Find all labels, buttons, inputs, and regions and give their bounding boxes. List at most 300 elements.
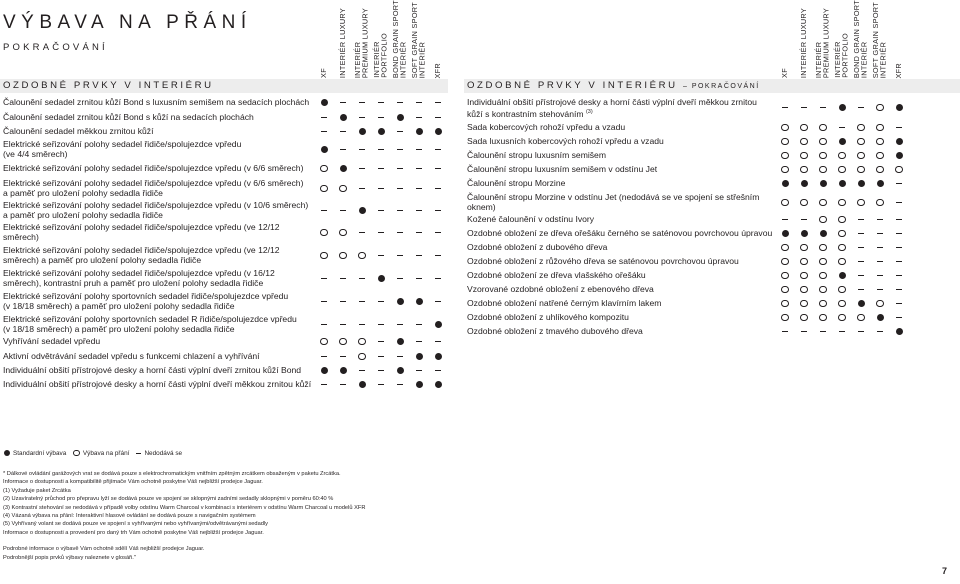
option-circle-icon xyxy=(781,272,788,279)
availability-cell xyxy=(892,256,906,267)
option-circle-icon xyxy=(781,258,788,265)
left-column-header xyxy=(391,0,408,78)
left-column-header xyxy=(354,4,370,78)
not-available-dash-icon xyxy=(416,341,422,342)
row-label: Vyhřívání sedadel vpředu xyxy=(3,336,101,346)
availability-cell xyxy=(778,270,792,281)
availability-cell xyxy=(778,214,792,225)
standard-dot-icon xyxy=(858,180,865,187)
availability-cell xyxy=(892,97,906,118)
option-circle-icon xyxy=(800,244,807,251)
availability-cell xyxy=(854,164,868,175)
not-available-dash-icon xyxy=(896,261,902,262)
table-row xyxy=(0,379,960,391)
availability-cell xyxy=(797,270,811,281)
not-available-dash-icon xyxy=(858,247,864,248)
availability-cell xyxy=(355,365,369,376)
not-available-dash-icon xyxy=(839,127,845,128)
availability-cell xyxy=(778,97,792,118)
row-label: Individuální obšití přístrojové desky a horní části výplní dveří měkkou zrnitou kůží xyxy=(3,379,312,389)
standard-dot-icon xyxy=(435,353,442,360)
availability-cell xyxy=(835,192,849,213)
table-row xyxy=(0,256,960,268)
availability-cell xyxy=(778,298,792,309)
availability-cell xyxy=(778,136,792,147)
column-header-label: INTERIÉR PREMIUM LUXURY xyxy=(814,7,831,78)
not-available-dash-icon xyxy=(820,331,826,332)
left-section-title: OZDOBNÉ PRVKY V INTERIÉRU xyxy=(3,80,214,91)
left-column-header xyxy=(431,4,445,78)
option-circle-icon xyxy=(781,124,788,131)
availability-cell xyxy=(854,284,868,295)
availability-cell xyxy=(873,256,887,267)
availability-cell xyxy=(816,192,830,213)
not-available-dash-icon xyxy=(801,107,807,108)
option-circle-icon xyxy=(800,286,807,293)
row-label: Elektrické seřizování polohy sedadel řidiče/spolujezdce vpředu (v 10/6 směrech) a paměť pro uložení polohy sedadla řidiče xyxy=(3,200,309,221)
footnote: Podrobnější popis prvků výbavy naleznete v glosáři." xyxy=(3,554,136,561)
availability-cell xyxy=(797,326,811,337)
table-row xyxy=(0,326,960,338)
row-label: Sada luxusních kobercových rohoží vpředu a vzadu xyxy=(467,136,664,146)
availability-cell xyxy=(835,312,849,323)
not-available-dash-icon xyxy=(858,275,864,276)
option-circle-icon xyxy=(800,300,807,307)
right-section-continued: – POKRAČOVÁNÍ xyxy=(682,83,760,90)
table-row xyxy=(0,136,960,148)
availability-cell xyxy=(778,326,792,337)
not-available-dash-icon xyxy=(858,289,864,290)
footnote: Informace o dostupnosti a kompatibilitě přijímače Vám ochotně poskytne Váš nejbližší prodejce Jaguar. xyxy=(3,479,263,486)
option-circle-icon xyxy=(781,300,788,307)
availability-cell xyxy=(412,365,426,376)
row-label: Aktivní odvětrávání sedadel vpředu s funkcemi chlazení a vyhřívání xyxy=(3,351,260,361)
availability-cell xyxy=(854,270,868,281)
not-available-dash-icon xyxy=(359,370,365,371)
footnote: (3) Kontrastní stehování se nedodává v případě volby odstínu Warm Charcoal v kombinaci s interiérem v odstínu Warm Charcoal u modelů XFR xyxy=(3,504,366,511)
availability-cell xyxy=(892,270,906,281)
option-circle-icon xyxy=(800,258,807,265)
standard-dot-icon xyxy=(839,272,846,279)
row-label: Elektrické seřizování polohy sedadel řidiče/spolujezdce vpředu (ve 12/12 směrech) a paměť pro uložení polohy sedadla řidiče xyxy=(3,245,280,266)
availability-cell xyxy=(835,270,849,281)
option-circle-icon xyxy=(857,138,864,145)
not-available-dash-icon xyxy=(397,384,403,385)
row-label: Individuální obšití přístrojové desky a horní části výplní dveří zrnitou kůží Bond xyxy=(3,365,302,375)
availability-cell xyxy=(374,379,388,390)
option-circle-icon xyxy=(819,244,826,251)
availability-cell xyxy=(778,228,792,239)
availability-cell xyxy=(873,242,887,253)
availability-cell xyxy=(873,270,887,281)
not-available-dash-icon xyxy=(136,453,141,454)
option-circle-icon xyxy=(781,314,788,321)
availability-cell xyxy=(873,97,887,118)
availability-cell xyxy=(816,164,830,175)
availability-cell xyxy=(854,214,868,225)
not-available-dash-icon xyxy=(896,219,902,220)
left-section-heading xyxy=(0,79,448,93)
option-circle-icon xyxy=(819,272,826,279)
not-available-dash-icon xyxy=(340,356,346,357)
standard-dot-icon xyxy=(858,300,865,307)
option-circle-icon xyxy=(838,230,845,237)
availability-cell xyxy=(835,326,849,337)
availability-cell xyxy=(873,214,887,225)
availability-cell xyxy=(355,351,369,362)
option-circle-icon xyxy=(838,286,845,293)
not-available-dash-icon xyxy=(340,384,346,385)
row-label: Kožené čalounění v odstínu Ivory xyxy=(467,214,595,224)
row-label: Ozdobné obložení z dubového dřeva xyxy=(467,242,608,252)
row-label: Individuální obšití přístrojové desky a horní části výplní dveří měkkou zrnitou kůží s kontrastním stehováním $^{(3)}$ xyxy=(467,97,757,120)
row-label: Čalounění stropu Morzine xyxy=(467,178,566,188)
row-label: Čalounění stropu Morzine v odstínu Jet (nedodává se ve spojení se střešním oknem) xyxy=(467,192,760,213)
table-row xyxy=(0,122,960,134)
option-circle-icon xyxy=(838,152,845,159)
row-label: Vzorované ozdobné obložení z ebenového dřeva xyxy=(467,284,654,294)
table-row xyxy=(0,192,960,213)
availability-cell xyxy=(778,122,792,133)
availability-cell xyxy=(816,256,830,267)
footnote-ref: (3) xyxy=(585,109,593,116)
not-available-dash-icon xyxy=(378,341,384,342)
footnote: (4) Vázaná výbava na přání: Interaktivní hlasové ovládání se dodává pouze s navigačním systémem xyxy=(3,513,256,520)
availability-cell xyxy=(892,178,906,189)
availability-cell xyxy=(854,122,868,133)
availability-cell xyxy=(778,242,792,253)
not-available-dash-icon xyxy=(896,289,902,290)
availability-cell xyxy=(854,256,868,267)
not-available-dash-icon xyxy=(877,261,883,262)
not-available-dash-icon xyxy=(896,127,902,128)
not-available-dash-icon xyxy=(896,233,902,234)
left-column-header xyxy=(335,4,351,78)
availability-cell xyxy=(835,164,849,175)
column-header-label: XF xyxy=(319,68,329,78)
standard-dot-icon xyxy=(4,450,10,456)
availability-cell xyxy=(797,192,811,213)
option-circle-icon xyxy=(819,166,826,173)
availability-cell xyxy=(854,178,868,189)
option-circle-icon xyxy=(895,166,902,173)
not-available-dash-icon xyxy=(896,202,902,203)
not-available-dash-icon xyxy=(896,275,902,276)
availability-cell xyxy=(797,122,811,133)
left-column-header xyxy=(317,4,331,78)
availability-cell xyxy=(835,136,849,147)
availability-cell xyxy=(873,298,887,309)
standard-dot-icon xyxy=(435,381,442,388)
availability-cell xyxy=(816,97,830,118)
legend-na xyxy=(136,450,182,457)
option-circle-icon xyxy=(800,272,807,279)
legend-option xyxy=(73,450,129,457)
availability-cell xyxy=(816,214,830,225)
availability-cell xyxy=(336,365,350,376)
column-header-label: BOND GRAIN SPORT INTERIÉR xyxy=(852,0,869,78)
table-row xyxy=(0,312,960,324)
legend xyxy=(4,448,189,458)
option-circle-icon xyxy=(339,338,346,345)
option-circle-icon xyxy=(876,166,883,173)
table-row xyxy=(0,270,960,282)
standard-dot-icon xyxy=(321,367,328,374)
row-label: Sada kobercových rohoží vpředu a vzadu xyxy=(467,122,626,132)
standard-dot-icon xyxy=(820,230,827,237)
not-available-dash-icon xyxy=(877,331,883,332)
option-circle-icon xyxy=(819,199,826,206)
column-header-label: INTERIÉR LUXURY xyxy=(799,7,809,78)
availability-cell xyxy=(374,365,388,376)
option-circle-icon xyxy=(838,314,845,321)
legend-na-label: Nedodává se xyxy=(144,449,183,457)
row-label: Ozdobné obložení ze dřeva ořešáku černého se saténovou povrchovou úpravou xyxy=(467,228,773,238)
availability-cell xyxy=(778,284,792,295)
left-column-header xyxy=(410,1,427,78)
legend-standard xyxy=(4,450,66,457)
right-section-title: OZDOBNÉ PRVKY V INTERIÉRU xyxy=(467,80,678,91)
row-label: Ozdobné obložení z uhlíkového kompozitu xyxy=(467,312,629,322)
standard-dot-icon xyxy=(782,180,789,187)
availability-cell xyxy=(816,122,830,133)
option-circle-icon xyxy=(819,258,826,265)
standard-dot-icon xyxy=(896,138,903,145)
standard-dot-icon xyxy=(397,367,404,374)
availability-cell xyxy=(854,298,868,309)
availability-cell xyxy=(873,164,887,175)
option-circle-icon xyxy=(819,286,826,293)
option-circle-icon xyxy=(800,314,807,321)
not-available-dash-icon xyxy=(321,324,327,325)
option-circle-icon xyxy=(800,152,807,159)
right-column-header xyxy=(834,4,850,78)
availability-cell xyxy=(854,228,868,239)
row-label: Čalounění sedadel zrnitou kůží Bond s kůží na sedacích plochách xyxy=(3,112,254,122)
footnote: Informace o dostupnosti a provedení pro daný trh Vám ochotně poskytne Váš nejbližší prodejce Jaguar. xyxy=(3,529,264,536)
right-column-header xyxy=(796,4,812,78)
availability-cell xyxy=(892,150,906,161)
option-circle-icon xyxy=(838,166,845,173)
availability-cell xyxy=(393,379,407,390)
availability-cell xyxy=(797,284,811,295)
availability-cell xyxy=(778,164,792,175)
row-label: Elektrické seřizování polohy sedadel řidiče/spolujezdce vpředu (v 6/6 směrech) a paměť pro uložení polohy sedadla řidiče xyxy=(3,178,304,199)
footnote: Podrobné informace o výbavě Vám ochotně sdělí Váš nejbližší prodejce Jaguar. xyxy=(3,546,205,553)
row-label: Ozdobné obložení ze dřeva vlašského ořešáku xyxy=(467,270,646,280)
availability-cell xyxy=(892,136,906,147)
not-available-dash-icon xyxy=(820,107,826,108)
availability-cell xyxy=(412,351,426,362)
not-available-dash-icon xyxy=(877,219,883,220)
availability-cell xyxy=(892,164,906,175)
standard-dot-icon xyxy=(801,180,808,187)
option-circle-icon xyxy=(876,138,883,145)
availability-cell xyxy=(873,122,887,133)
standard-dot-icon xyxy=(359,381,366,388)
availability-cell xyxy=(336,379,350,390)
right-column-header xyxy=(815,4,831,78)
availability-cell xyxy=(854,192,868,213)
column-header-label: INTERIÉR PORTFOLIO xyxy=(372,33,389,78)
standard-dot-icon xyxy=(877,180,884,187)
availability-cell xyxy=(816,270,830,281)
row-label: Elektrické seřizování polohy sportovních sedadel řidiče/spolujezdce vpředu (v 18/18 směrech) a paměť pro uložení polohy sedadla řidiče xyxy=(3,291,289,312)
not-available-dash-icon xyxy=(896,303,902,304)
availability-cell xyxy=(854,326,868,337)
legend-standard-label: Standardní výbava xyxy=(13,449,67,457)
not-available-dash-icon xyxy=(839,331,845,332)
availability-cell xyxy=(873,228,887,239)
row-label: Čalounění sedadel zrnitou kůží Bond s luxusním semišem na sedacích plochách xyxy=(3,97,310,107)
option-circle-icon xyxy=(800,199,807,206)
availability-cell xyxy=(431,379,445,390)
availability-cell xyxy=(816,284,830,295)
availability-cell xyxy=(797,214,811,225)
option-circle-icon xyxy=(876,104,883,111)
option-circle-icon xyxy=(838,199,845,206)
availability-cell xyxy=(816,136,830,147)
availability-cell xyxy=(797,312,811,323)
availability-cell xyxy=(797,242,811,253)
not-available-dash-icon xyxy=(896,183,902,184)
option-circle-icon xyxy=(876,300,883,307)
availability-cell xyxy=(835,214,849,225)
row-label: Čalounění stropu luxusním semišem xyxy=(467,150,606,160)
availability-cell xyxy=(873,150,887,161)
table-row xyxy=(0,228,960,240)
column-header-label: SOFT GRAIN SPORT INTERIÉR xyxy=(871,1,888,78)
column-header-label: BOND GRAIN SPORT INTERIÉR xyxy=(391,0,408,78)
right-column-header xyxy=(852,0,869,78)
option-circle-icon xyxy=(838,244,845,251)
availability-cell xyxy=(778,150,792,161)
availability-cell xyxy=(892,326,906,337)
standard-dot-icon xyxy=(397,338,404,345)
column-header-label: XFR xyxy=(433,62,443,78)
availability-cell xyxy=(854,242,868,253)
availability-cell xyxy=(835,242,849,253)
footnote: (1) Vyžaduje paket Zrcátka xyxy=(3,487,71,494)
not-available-dash-icon xyxy=(378,356,384,357)
row-label: Elektrické seřizování polohy sedadel řidiče/spolujezdce vpředu (ve 12/12 směrech) xyxy=(3,222,280,243)
availability-cell xyxy=(892,192,906,213)
availability-cell xyxy=(892,214,906,225)
option-circle-icon xyxy=(73,450,80,457)
option-circle-icon xyxy=(800,138,807,145)
column-header-label: XFR xyxy=(894,62,904,78)
column-header-label: INTERIÉR LUXURY xyxy=(338,7,348,78)
not-available-dash-icon xyxy=(858,219,864,220)
page-number: 7 xyxy=(942,566,948,576)
availability-cell xyxy=(835,228,849,239)
not-available-dash-icon xyxy=(321,356,327,357)
availability-cell xyxy=(797,256,811,267)
option-circle-icon xyxy=(857,152,864,159)
availability-cell xyxy=(778,178,792,189)
availability-cell xyxy=(797,150,811,161)
right-section-heading xyxy=(464,79,960,93)
not-available-dash-icon xyxy=(435,370,441,371)
table-row xyxy=(0,284,960,296)
availability-cell xyxy=(317,365,331,376)
option-circle-icon xyxy=(838,300,845,307)
not-available-dash-icon xyxy=(877,247,883,248)
option-circle-icon xyxy=(819,124,826,131)
standard-dot-icon xyxy=(782,230,789,237)
footnote: (5) Vyhřívaný volant se dodává pouze ve spojení s vyhřívanými nebo vyhřívanými/odvětrávanými sedadly xyxy=(3,521,269,528)
not-available-dash-icon xyxy=(801,331,807,332)
option-circle-icon xyxy=(819,138,826,145)
availability-cell xyxy=(393,365,407,376)
availability-cell xyxy=(797,178,811,189)
availability-cell xyxy=(873,326,887,337)
availability-cell xyxy=(816,326,830,337)
not-available-dash-icon xyxy=(416,324,422,325)
option-circle-icon xyxy=(320,338,327,345)
table-row xyxy=(0,242,960,254)
availability-cell xyxy=(835,122,849,133)
table-row xyxy=(0,351,960,363)
table-row xyxy=(0,365,960,377)
standard-dot-icon xyxy=(896,104,903,111)
not-available-dash-icon xyxy=(858,233,864,234)
row-label: Elektrické seřizování polohy sedadel řidiče/spolujezdce vpředu (v 16/12 směrech), kontrastní pruh a paměť pro uložení polohy sedadla řidiče xyxy=(3,268,275,289)
not-available-dash-icon xyxy=(896,317,902,318)
legend-option-label: Výbava na přání xyxy=(82,449,130,457)
option-circle-icon xyxy=(781,199,788,206)
row-label: Čalounění stropu luxusním semišem v odstínu Jet xyxy=(467,164,658,174)
standard-dot-icon xyxy=(416,381,423,388)
availability-cell xyxy=(778,192,792,213)
not-available-dash-icon xyxy=(896,247,902,248)
availability-cell xyxy=(816,312,830,323)
option-circle-icon xyxy=(876,152,883,159)
option-circle-icon xyxy=(857,124,864,131)
option-circle-icon xyxy=(876,199,883,206)
availability-cell xyxy=(374,351,388,362)
table-row xyxy=(0,97,960,118)
availability-cell xyxy=(835,256,849,267)
availability-cell xyxy=(816,228,830,239)
availability-cell xyxy=(797,164,811,175)
availability-cell xyxy=(835,284,849,295)
availability-cell xyxy=(816,178,830,189)
availability-cell xyxy=(892,298,906,309)
option-circle-icon xyxy=(857,314,864,321)
availability-cell xyxy=(778,312,792,323)
standard-dot-icon xyxy=(340,367,347,374)
footnotes xyxy=(3,470,603,562)
right-column-header xyxy=(892,4,906,78)
availability-cell xyxy=(835,150,849,161)
not-available-dash-icon xyxy=(801,219,807,220)
availability-cell xyxy=(797,136,811,147)
option-circle-icon xyxy=(819,300,826,307)
right-column-header xyxy=(778,4,792,78)
standard-dot-icon xyxy=(896,152,903,159)
availability-cell xyxy=(778,256,792,267)
not-available-dash-icon xyxy=(858,107,864,108)
right-column-header xyxy=(871,1,888,78)
not-available-dash-icon xyxy=(416,370,422,371)
not-available-dash-icon xyxy=(378,324,384,325)
not-available-dash-icon xyxy=(435,341,441,342)
row-label: Elektrické seřizování polohy sedadel řidiče/spolujezdce vpředu (v 6/6 směrech) xyxy=(3,163,304,173)
row-label: Ozdobné obložení z růžového dřeva se saténovou povrchovou úpravou xyxy=(467,256,739,266)
row-label: Elektrické seřizování polohy sportovních sedadel R řidiče/spolujezdce vpředu (v 18/18 směrech) a paměť pro uložení polohy sedadla řidiče xyxy=(3,314,297,335)
availability-cell xyxy=(873,136,887,147)
